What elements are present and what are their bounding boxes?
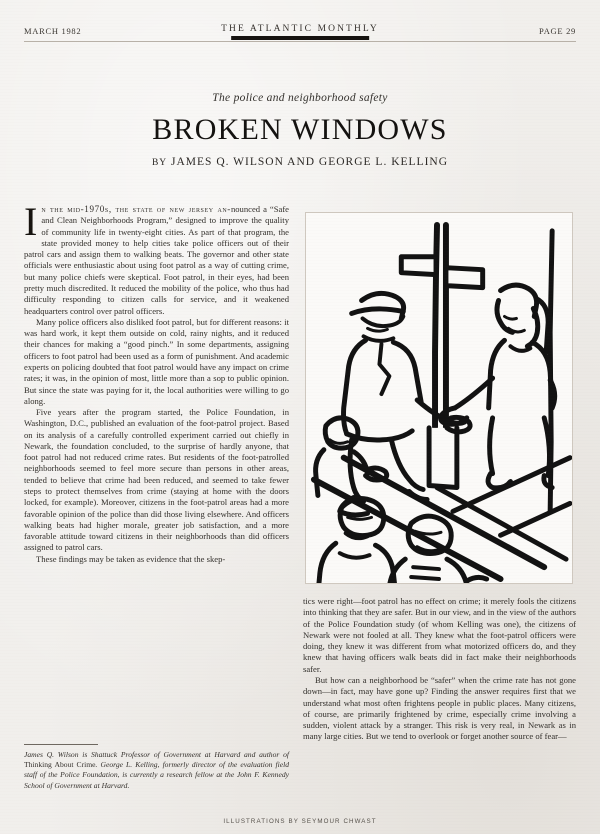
byline-authors: JAMES Q. WILSON AND GEORGE L. KELLING [171, 156, 449, 168]
masthead-bar [231, 36, 369, 40]
bio-text-2: . George L. Kelling, formerly director of the evaluation field staff of the Police Foundation, is currently a research fellow at the John F. Kennedy School of Government at Harvard. [24, 760, 289, 790]
paragraph: Many police officers also disliked foot patrol, but for different reasons: it was hard work, it kept them outside on cold, rainy nights, and it reduced their chances for making a “good pinch.” In some departments, assigning officers to foot patrol had been used as a form of punishment. And academic experts on policing doubted that foot patrol would have any impact on crime rates; it was, in the opinion of most, little more than a sop to public opinion. But since the state was paying for it, the local authorities were willing to go along. [24, 316, 289, 406]
lead-smallcaps: n the mid-1970s, the state of new jersey an- [41, 204, 231, 214]
headline-block [24, 92, 576, 168]
street-corner-line-drawing [306, 213, 572, 583]
page-number: PAGE 29 [539, 26, 576, 36]
paragraph: tics were right—foot patrol has no effect on crime; it merely fools the citizens into thinking that they are safer. But in our view, and in the view of the authors of the Police Foundation study (of whom Kelling was one), the citizens of Newark were not fooled at all. They knew what the foot-patrol officers were doing, they knew it was different from what motorized officers do, and they knew that having officers walk beats did in fact make their neighborhoods safer. [303, 596, 576, 674]
byline-prefix: BY [151, 158, 168, 168]
body-column-right [303, 596, 576, 808]
running-head [24, 24, 576, 46]
paragraph: But how can a neighborhood be “safer” when the crime rate has not gone down—in fact, may have gone up? Finding the answer requires first that we understand what most often frightens people in public places. Many citizens, of course, are primarily frightened by crime, especially crime involving a sudden, violent attack by a stranger. This risk is very real, in Newark as in many large cities. But we tend to overlook or forget another source of fear— [303, 674, 576, 742]
bio-book-title: Thinking About Crime [24, 760, 96, 770]
bio-text-1: is Shattuck Professor of Government at Harvard and author of [82, 750, 289, 759]
article-kicker: The police and neighborhood safety [212, 92, 388, 104]
paragraph-text: nounced a “Safe and Clean Neighborhoods Program,” designed to improve the quality of community life in twenty-eight cities. As part of that program, the state provided money to help cities take police officers out of their patrol cars and assign them to walking beats. The governor and other state officials were enthusiastic about using foot patrol as a way of cutting crime, but many police chiefs were skeptical. Foot patrol, in their eyes, had been pretty much discredited. It reduced the mobility of the police, who thus had difficulty responding to citizen calls for service, and it weakened headquarters control over patrol officers. [24, 204, 289, 316]
paragraph: These findings may be taken as evidence that the skep- [36, 553, 226, 564]
article-byline [24, 156, 576, 168]
article-title: BROKEN WINDOWS [152, 113, 448, 146]
publication-masthead [221, 24, 379, 40]
issue-date: MARCH 1982 [24, 26, 82, 36]
paragraph: Five years after the program started, the Police Foundation, in Washington, D.C., published an evaluation of the foot-patrol project. Based on its analysis of a carefully controlled experiment carried out chiefly in Newark, the foundation concluded, to the surprise of hardly anyone, that foot patrol had not reduced crime rates. But residents of the foot-patrolled neighborhoods seemed to feel more secure than persons in other areas, tended to believe that crime had been reduced, and seemed to take fewer steps to protect themselves from crime (staying at home with the doors locked, for example). Moreover, citizens in the foot-patrol areas had a more favorable opinion of the police than did those living elsewhere. And officers walking beats had higher morale, greater job satisfaction, and a more favorable attitude toward citizens in their neighborhoods than did officers assigned to patrol cars. [24, 407, 289, 553]
article-illustration [305, 212, 573, 584]
illustration-credit: ILLUSTRATIONS BY SEYMOUR CHWAST [223, 818, 377, 825]
bio-author-name: James Q. Wilson [24, 750, 83, 759]
publication-title: THE ATLANTIC MONTHLY [221, 24, 379, 34]
body-column-left [24, 199, 289, 734]
header-rule [24, 41, 576, 42]
paragraph-opening [24, 199, 289, 317]
author-bio-note [24, 744, 289, 791]
bio-rule [24, 744, 98, 745]
drop-cap: I [24, 199, 38, 244]
